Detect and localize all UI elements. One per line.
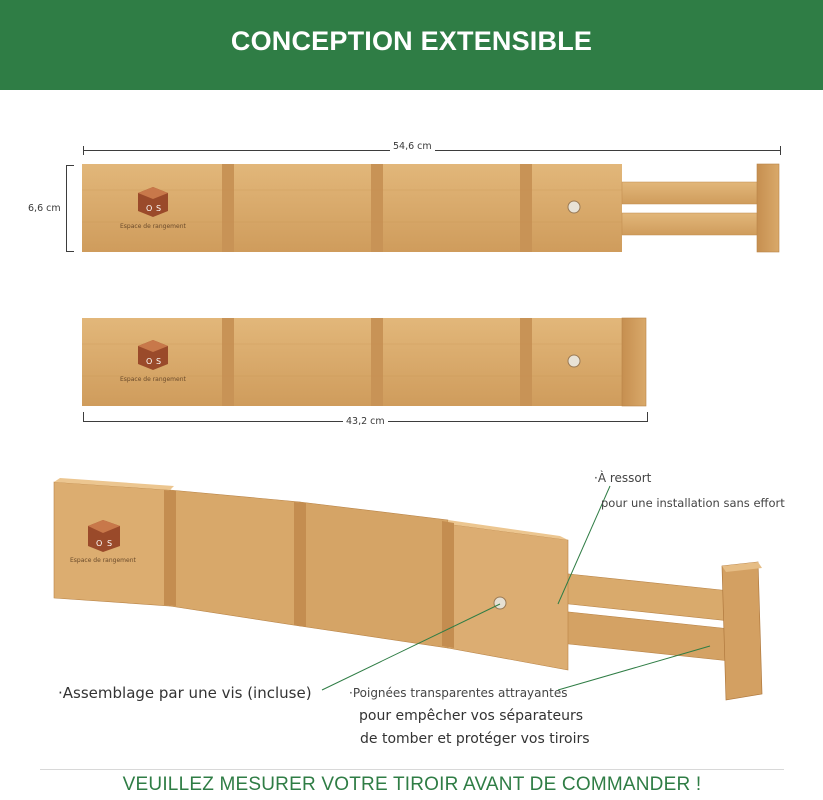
- divider-closed-image: [82, 314, 652, 410]
- dimension-tick: [780, 146, 781, 155]
- callout-spring-desc: pour une installation sans effort: [601, 496, 785, 510]
- divider-perspective-image: [50, 476, 770, 706]
- dimension-label-extended: 54,6 cm: [390, 141, 435, 152]
- logo-letter: O: [96, 539, 103, 548]
- callout-screw: [58, 684, 312, 702]
- dimension-tick: [66, 251, 74, 252]
- callout-handles-title: [349, 686, 567, 700]
- dimension-tick: [66, 165, 74, 166]
- dimension-tick: [83, 412, 84, 422]
- divider-extended-image: [82, 160, 782, 256]
- dimension-label-closed: 43,2 cm: [343, 416, 388, 427]
- footer-notice-bar: [40, 769, 784, 800]
- bullet-dot-icon: ·: [349, 686, 353, 700]
- brand-label: Espace de rangement: [70, 557, 136, 564]
- callout-handles-desc-2: de tomber et protéger vos tiroirs: [360, 731, 590, 747]
- callout-spring-title-text: À ressort: [597, 471, 652, 485]
- brand-label: Espace de rangement: [120, 376, 186, 383]
- dimension-tick: [83, 146, 84, 155]
- brand-label: Espace de rangement: [120, 223, 186, 230]
- bullet-dot-icon: ·: [594, 471, 598, 485]
- callout-handles-desc-1: pour empêcher vos séparateurs: [359, 708, 583, 724]
- callout-spring-title: [594, 471, 651, 485]
- banner-title: CONCEPTION EXTENSIBLE: [230, 25, 593, 56]
- logo-letter: S: [107, 539, 113, 548]
- logo-letter: S: [156, 204, 162, 213]
- logo-letter: O: [146, 204, 153, 213]
- dimension-label-height: 6,6 cm: [28, 203, 61, 214]
- bullet-dot-icon: ·: [58, 684, 63, 702]
- header-banner: [0, 0, 823, 90]
- logo-letter: S: [156, 357, 162, 366]
- dimension-tick: [647, 412, 648, 422]
- callout-screw-text: Assemblage par une vis (incluse): [62, 684, 312, 702]
- dimension-line-height: [66, 165, 67, 252]
- footer-notice: VEUILLEZ MESURER VOTRE TIROIR AVANT DE COMMANDER !: [122, 774, 702, 795]
- logo-letter: O: [146, 357, 153, 366]
- callout-handles-title-text: Poignées transparentes attrayantes: [352, 686, 568, 700]
